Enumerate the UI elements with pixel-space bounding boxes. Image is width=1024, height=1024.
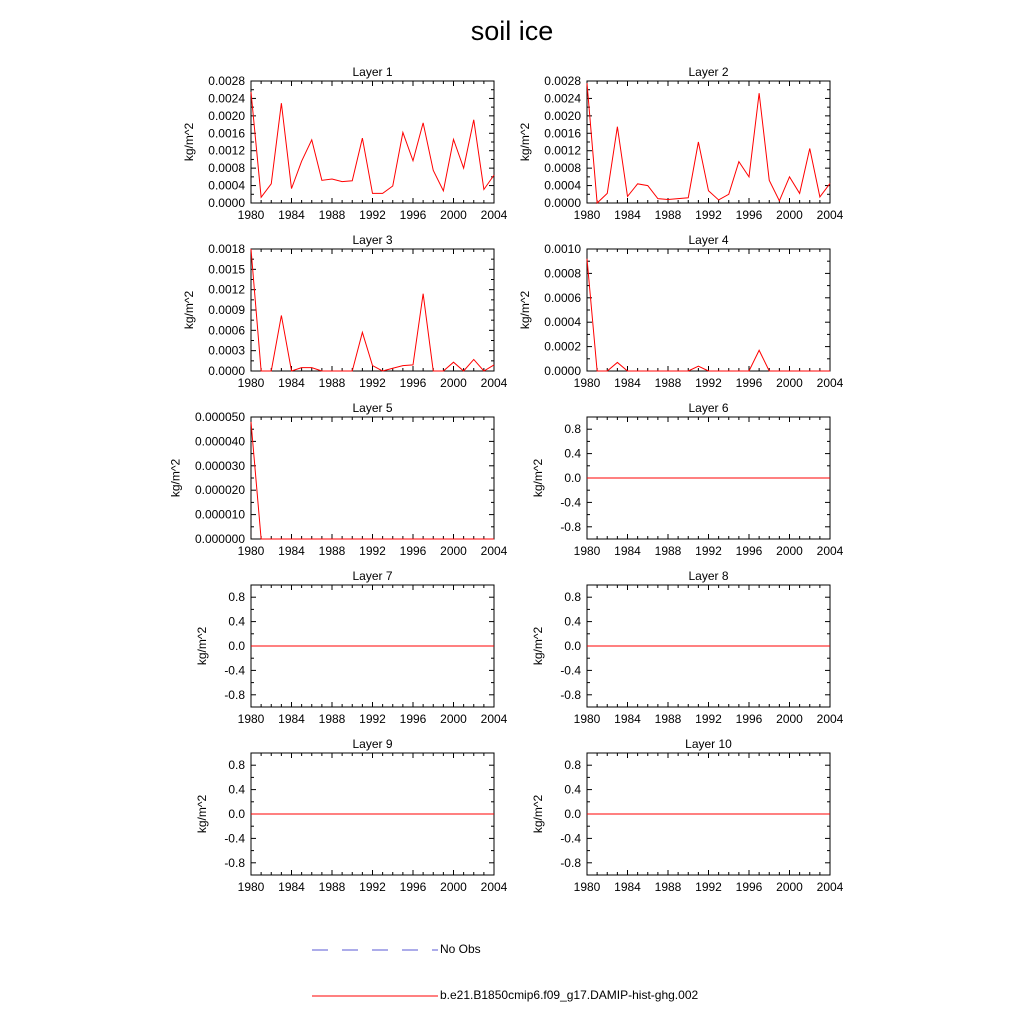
panel-layer-9 [195, 737, 507, 894]
x-tick-label: 1988 [318, 544, 346, 558]
x-tick-label: 1996 [735, 712, 763, 726]
x-tick-label: 1996 [399, 376, 427, 390]
panel-layer-3 [182, 233, 508, 390]
y-tick-label: -0.8 [560, 687, 581, 702]
x-tick-label: 1992 [695, 208, 722, 222]
y-tick-label: 0.0 [228, 639, 245, 653]
series-line [251, 249, 494, 371]
x-tick-label: 1980 [573, 208, 601, 222]
panel-title: Layer 2 [688, 65, 729, 79]
y-tick-label: -0.4 [560, 495, 581, 510]
y-tick-label: 0.0003 [208, 343, 245, 358]
y-tick-label: 0.0000 [544, 196, 581, 210]
panel-layer-1 [182, 65, 508, 222]
y-tick-label: 0.0006 [544, 290, 581, 305]
panel-title: Layer 3 [352, 233, 393, 247]
y-tick-label: 0.4 [564, 446, 581, 461]
x-tick-label: 1988 [654, 376, 682, 390]
y-tick-label: 0.0016 [544, 126, 581, 141]
x-tick-label: 1992 [359, 544, 386, 558]
x-tick-label: 2000 [440, 712, 467, 726]
x-tick-label: 1996 [399, 544, 427, 558]
y-tick-label: 0.4 [228, 614, 245, 629]
x-tick-label: 1992 [695, 376, 722, 390]
y-tick-label: 0.8 [228, 758, 245, 773]
panel-title: Layer 6 [688, 401, 729, 415]
x-tick-label: 1988 [654, 544, 682, 558]
y-axis-label: kg/m^2 [181, 290, 196, 330]
y-tick-label: 0.0 [564, 639, 581, 653]
y-tick-label: 0.8 [228, 590, 245, 605]
x-tick-label: 2000 [440, 376, 467, 390]
y-tick-label: 0.0004 [544, 178, 581, 193]
x-tick-label: 2004 [816, 376, 844, 390]
y-tick-label: 0.0020 [208, 108, 245, 123]
y-tick-label: -0.4 [560, 663, 581, 678]
legend-swatch-obs [310, 948, 438, 952]
x-tick-label: 1992 [695, 544, 722, 558]
panel-title: Layer 10 [685, 737, 732, 751]
y-tick-label: 0.4 [564, 614, 581, 629]
x-tick-label: 1984 [614, 544, 641, 558]
y-tick-label: -0.8 [224, 855, 245, 870]
x-tick-label: 2004 [480, 376, 508, 390]
y-tick-label: 0.0000 [544, 364, 581, 378]
plot-frame [587, 249, 830, 371]
x-tick-label: 1984 [614, 712, 641, 726]
x-tick-label: 1980 [573, 880, 601, 894]
x-tick-label: 1980 [573, 544, 601, 558]
x-tick-label: 1988 [318, 208, 346, 222]
x-tick-label: 1996 [735, 544, 763, 558]
x-tick-label: 1992 [695, 880, 722, 894]
x-tick-label: 2000 [776, 880, 803, 894]
x-tick-label: 1996 [399, 880, 427, 894]
y-tick-label: 0.0010 [544, 242, 581, 256]
y-tick-label: 0.0000 [208, 196, 245, 210]
y-tick-label: 0.0024 [208, 91, 245, 106]
y-tick-label: 0.000040 [194, 434, 245, 449]
legend-label-obs: No Obs [440, 942, 481, 956]
x-tick-label: 1996 [399, 712, 427, 726]
y-tick-label: 0.8 [564, 758, 581, 773]
x-tick-label: 1980 [237, 376, 265, 390]
x-tick-label: 1984 [278, 880, 305, 894]
x-tick-label: 1980 [237, 544, 265, 558]
y-tick-label: -0.4 [560, 831, 581, 846]
x-tick-label: 2000 [440, 208, 467, 222]
x-tick-label: 1996 [399, 208, 427, 222]
y-tick-label: 0.0 [564, 471, 581, 485]
y-tick-label: 0.0016 [208, 126, 245, 141]
y-axis-label: kg/m^2 [531, 458, 546, 498]
panel-title: Layer 4 [688, 233, 729, 247]
x-tick-label: 1984 [614, 376, 641, 390]
x-tick-label: 2000 [440, 544, 467, 558]
x-tick-label: 2000 [440, 880, 467, 894]
series-line [587, 83, 830, 203]
y-tick-label: 0.8 [564, 590, 581, 605]
series-line [251, 92, 494, 197]
y-tick-label: 0.0012 [208, 282, 245, 297]
x-tick-label: 2004 [480, 208, 508, 222]
x-tick-label: 1988 [318, 376, 346, 390]
plot-frame [587, 81, 830, 203]
y-tick-label: 0.0020 [544, 108, 581, 123]
panel-layer-10 [531, 737, 843, 894]
x-tick-label: 1980 [573, 376, 601, 390]
y-tick-label: 0.0004 [208, 178, 245, 193]
y-tick-label: 0.0028 [208, 74, 245, 88]
x-tick-label: 1980 [237, 208, 265, 222]
x-tick-label: 2000 [776, 376, 803, 390]
y-tick-label: -0.8 [224, 687, 245, 702]
y-tick-label: 0.000050 [194, 410, 245, 424]
x-tick-label: 1992 [359, 376, 386, 390]
y-tick-label: 0.4 [564, 782, 581, 797]
y-axis-label: kg/m^2 [181, 122, 196, 162]
y-tick-label: 0.0024 [544, 91, 581, 106]
plot-frame [251, 81, 494, 203]
x-tick-label: 1984 [614, 208, 641, 222]
x-tick-label: 1992 [359, 880, 386, 894]
x-tick-label: 1988 [654, 712, 682, 726]
x-tick-label: 1988 [318, 712, 346, 726]
y-tick-label: -0.8 [560, 855, 581, 870]
y-axis-label: kg/m^2 [195, 794, 210, 834]
y-tick-label: 0.8 [564, 422, 581, 437]
y-tick-label: 0.000000 [194, 532, 245, 546]
plot-frame [251, 417, 494, 539]
y-tick-label: 0.0 [228, 807, 245, 821]
y-tick-label: 0.0012 [544, 143, 581, 158]
y-tick-label: 0.0006 [208, 323, 245, 338]
x-tick-label: 1992 [695, 712, 722, 726]
y-tick-label: 0.0012 [208, 143, 245, 158]
series-line [587, 259, 830, 371]
x-tick-label: 2004 [816, 544, 844, 558]
y-axis-label: kg/m^2 [168, 458, 183, 498]
y-tick-label: 0.4 [228, 782, 245, 797]
y-tick-label: 0.0008 [544, 266, 581, 281]
y-tick-label: 0.0 [564, 807, 581, 821]
y-tick-label: 0.0002 [544, 339, 581, 354]
x-tick-label: 1980 [237, 880, 265, 894]
x-tick-label: 1980 [573, 712, 601, 726]
panel-layer-6 [531, 401, 843, 558]
x-tick-label: 1984 [278, 208, 305, 222]
y-tick-label: -0.4 [224, 831, 245, 846]
series-line [251, 422, 494, 539]
y-tick-label: 0.0018 [208, 242, 245, 256]
x-tick-label: 1984 [278, 376, 305, 390]
panel-layer-2 [518, 65, 844, 222]
y-tick-label: -0.8 [560, 519, 581, 534]
y-tick-label: 0.000020 [194, 483, 245, 498]
y-tick-label: 0.0004 [544, 315, 581, 330]
y-tick-label: 0.0028 [544, 74, 581, 88]
figure-title: soil ice [470, 16, 554, 46]
y-tick-label: 0.0009 [208, 303, 245, 317]
x-tick-label: 2004 [480, 712, 508, 726]
x-tick-label: 2004 [816, 208, 844, 222]
y-tick-label: 0.0008 [544, 161, 581, 176]
panel-layer-4 [518, 233, 844, 390]
legend-label-model: b.e21.B1850cmip6.f09_g17.DAMIP-hist-ghg.002 [440, 988, 699, 1002]
y-tick-label: 0.0015 [208, 262, 245, 277]
y-tick-label: 0.0008 [208, 161, 245, 176]
panel-layer-5 [168, 401, 507, 558]
y-axis-label: kg/m^2 [517, 290, 532, 330]
x-tick-label: 2000 [776, 208, 803, 222]
x-tick-label: 2000 [776, 712, 803, 726]
y-axis-label: kg/m^2 [517, 122, 532, 162]
panel-title: Layer 5 [352, 401, 393, 415]
x-tick-label: 1992 [359, 712, 386, 726]
x-tick-label: 1996 [735, 376, 763, 390]
x-tick-label: 1988 [654, 208, 682, 222]
panel-title: Layer 1 [352, 65, 393, 79]
panel-layer-8 [531, 569, 843, 726]
x-tick-label: 1996 [735, 208, 763, 222]
x-tick-label: 1984 [278, 712, 305, 726]
panel-title: Layer 8 [688, 569, 729, 583]
y-tick-label: 0.000010 [194, 507, 245, 522]
x-tick-label: 2004 [480, 880, 508, 894]
x-tick-label: 1988 [654, 880, 682, 894]
x-tick-label: 1984 [278, 544, 305, 558]
y-axis-label: kg/m^2 [531, 794, 546, 834]
panel-title: Layer 9 [352, 737, 393, 751]
plot-frame [251, 249, 494, 371]
y-tick-label: 0.0000 [208, 364, 245, 378]
x-tick-label: 2004 [480, 544, 508, 558]
y-tick-label: -0.4 [224, 663, 245, 678]
y-tick-label: 0.000030 [194, 458, 245, 473]
panel-title: Layer 7 [352, 569, 393, 583]
y-axis-label: kg/m^2 [531, 626, 546, 666]
x-tick-label: 1988 [318, 880, 346, 894]
panel-layer-7 [195, 569, 507, 726]
x-tick-label: 1980 [237, 712, 265, 726]
x-tick-label: 2004 [816, 712, 844, 726]
x-tick-label: 1984 [614, 880, 641, 894]
x-tick-label: 1996 [735, 880, 763, 894]
x-tick-label: 2000 [776, 544, 803, 558]
x-tick-label: 2004 [816, 880, 844, 894]
x-tick-label: 1992 [359, 208, 386, 222]
y-axis-label: kg/m^2 [195, 626, 210, 666]
legend-swatch-model [310, 994, 438, 998]
